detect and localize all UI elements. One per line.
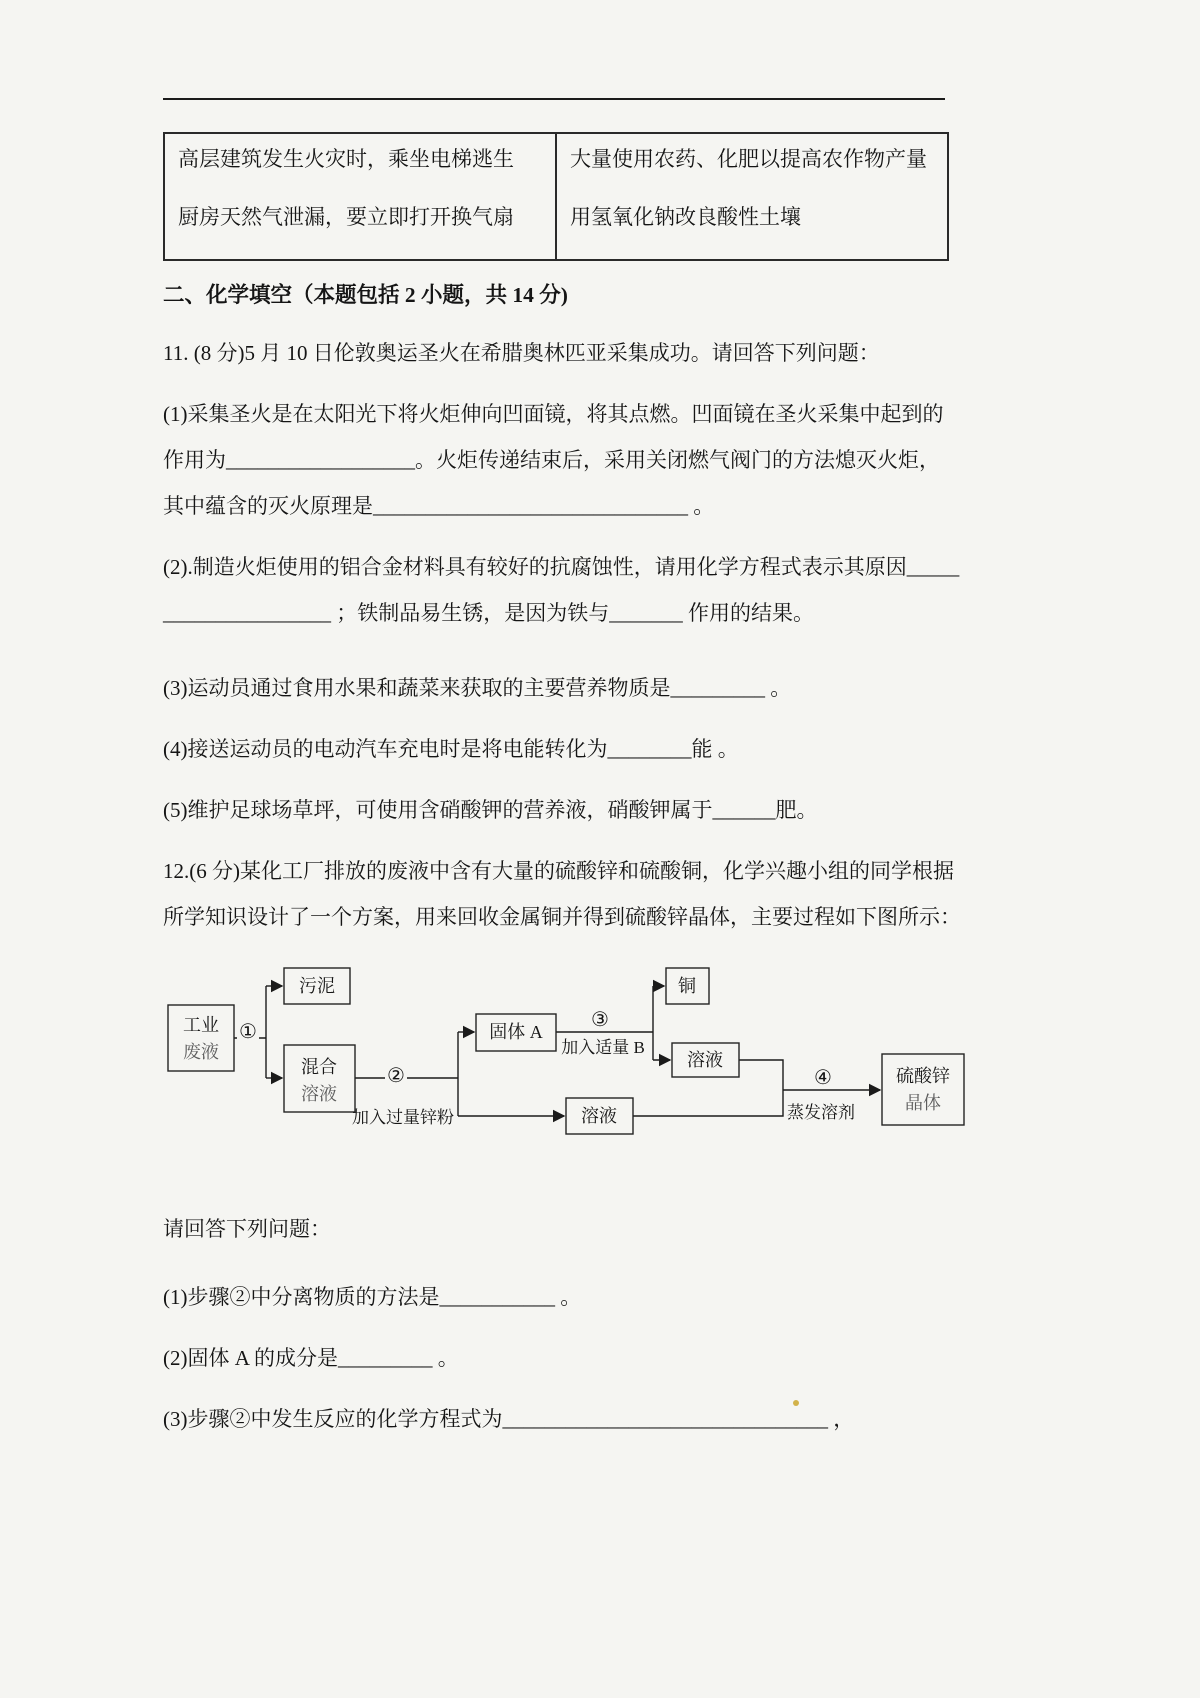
flow-step3-label: ③ [591,1009,609,1031]
process-flowchart [163,960,978,1150]
flow-step2-note: 加入过量锌粉 [352,1108,454,1127]
flow-connector-merge-upper [739,1060,783,1090]
q12-part2: (2)固体 A 的成分是_________ 。 [163,1346,459,1370]
flow-box-industrial-waste-label2: 废液 [183,1042,219,1062]
statement-left-1: 高层建筑发生火灾时，乘坐电梯逃生 [178,147,514,171]
flow-box-solution-right-label: 溶液 [687,1050,723,1070]
flow-step1-label: ① [239,1021,257,1043]
q12-part3: (3)步骤②中发生反应的化学方程式为_______________________________ ， [163,1407,855,1431]
flow-box-zinc-sulfate-label2: 晶体 [905,1093,941,1113]
flow-box-sludge-label: 污泥 [299,976,335,996]
q12-part1: (1)步骤②中分离物质的方法是___________ 。 [163,1285,582,1309]
q11-part1-line3: 其中蕴含的灭火原理是______________________________ 。 [163,494,715,518]
q12-stem [163,848,1040,940]
q11-part3: (3)运动员通过食用水果和蔬菜来获取的主要营养物质是_________ 。 [163,676,792,700]
q12-stem-line2: 所学知识设计了一个方案，用来回收金属铜并得到硫酸锌晶体，主要过程如下图所示： [163,905,961,929]
q11-part1-line1: (1)采集圣火是在太阳光下将火炬伸向凹面镜，将其点燃。凹面镜在圣火采集中起到的 [163,402,944,426]
q11-part4: (4)接送运动员的电动汽车充电时是将电能转化为________能 。 [163,737,739,761]
statement-right-2: 用氢氧化钠改良酸性土壤 [570,205,801,229]
flow-box-solution-left-label: 溶液 [581,1106,617,1126]
q11-part2 [163,544,1040,636]
q11-part5: (5)维护足球场草坪，可使用含硝酸钾的营养液，硝酸钾属于______肥。 [163,798,818,822]
statement-left-2: 厨房天然气泄漏，要立即打开换气扇 [178,205,514,229]
flow-box-mixed-solution-label2: 溶液 [301,1084,337,1104]
q11-stem: 11. (8 分)5 月 10 日伦敦奥运圣火在希腊奥林匹亚采集成功。请回答下列问题： [163,341,880,365]
flow-box-zinc-sulfate-crystal [882,1054,964,1125]
q11-part1 [163,391,1040,529]
section-heading: 二、化学填空（本题包括 2 小题，共 14 分) [163,283,568,307]
scan-artifact-dot [793,1400,799,1406]
flow-step4-note: 蒸发溶剂 [787,1103,855,1122]
flow-box-industrial-waste-label1: 工业 [183,1015,219,1035]
top-divider [163,98,945,100]
flow-box-copper-label: 铜 [678,976,696,996]
table-row [164,133,948,260]
flow-connector-merge-lower [633,1090,783,1116]
q11-part2-line1: (2).制造火炬使用的铝合金材料具有较好的抗腐蚀性，请用化学方程式表示其原因_____ [163,555,960,579]
flow-box-zinc-sulfate-label1: 硫酸锌 [896,1066,950,1086]
statement-cell-left [164,133,556,260]
q12-prompt: 请回答下列问题： [163,1217,331,1241]
statement-table [163,132,949,261]
flow-box-solid-a-label: 固体 A [489,1022,543,1042]
statement-right-1: 大量使用农药、化肥以提高农作物产量 [570,147,927,171]
flow-step4-label: ④ [814,1067,832,1089]
flow-step3-note: 加入适量 B [561,1038,645,1057]
flow-step2-label: ② [387,1065,405,1087]
q11-part1-line2: 作用为__________________。火炬传递结束后，采用关闭燃气阀门的方法熄灭火炬， [163,448,940,472]
q11-part2-line2: ________________ ；铁制品易生锈，是因为铁与_______ 作用的结果。 [163,601,814,625]
q12-stem-line1: 12.(6 分)某化工厂排放的废液中含有大量的硫酸锌和硫酸铜，化学兴趣小组的同学根据 [163,859,954,883]
statement-cell-right [556,133,948,260]
flow-box-mixed-solution-label1: 混合 [301,1057,337,1077]
